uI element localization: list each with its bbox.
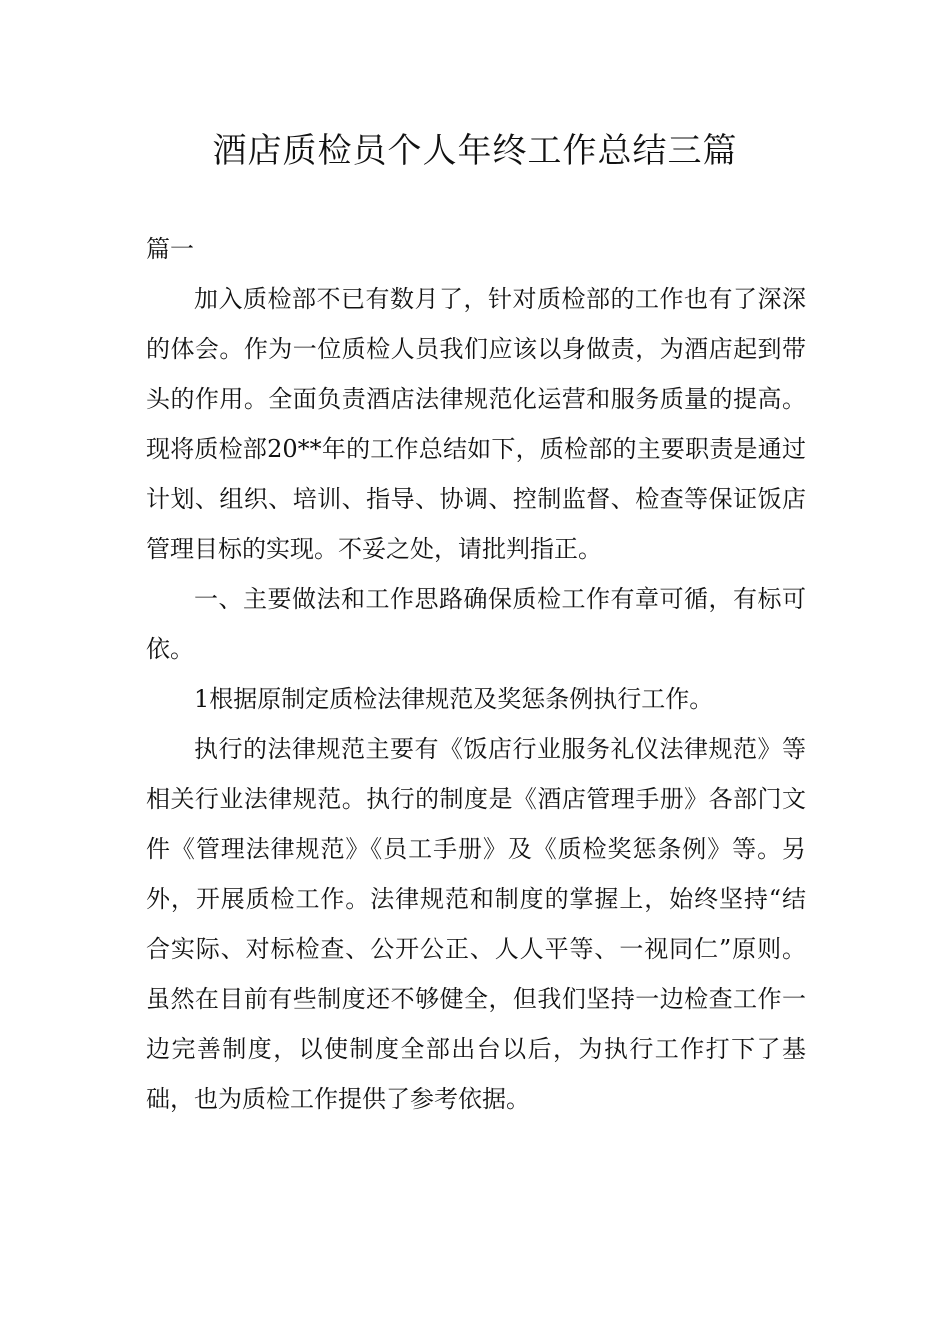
section-label: 篇一 [146,235,194,263]
paragraph-intro: 加入质检部不已有数月了，针对质检部的工作也有了深深的体会。作为一位质检人员我们应该以身做责，为酒店起到带头的作用。全面负责酒店法律规范化运营和服务质量的提高。现将质检部20**年的工作总结如下，质检部的主要职责是通过计划、组织、培训、指导、协调、控制监督、检查等保证饭店管理目标的实现。不妥之处，请批判指正。 [146,285,806,563]
paragraph-item-one: 1根据原制定质检法律规范及奖惩条例执行工作。 [194,685,714,713]
document-title: 酒店质检员个人年终工作总结三篇 [212,131,738,171]
paragraph-regulations: 执行的法律规范主要有《饭店行业服务礼仪法律规范》等相关行业法律规范。执行的制度是《酒店管理手册》各部门文件《管理法律规范》《员工手册》及《质检奖惩条例》等。另外，开展质检工作。法律规范和制度的掌握上，始终坚持“结合实际、对标检查、公开公正、人人平等、一视同仁”原则。虽然在目前有些制度还不够健全，但我们坚持一边检查工作一边完善制度，以使制度全部出台以后，为执行工作打下了基础，也为质检工作提供了参考依据。 [146,735,806,1113]
document-body [146,274,806,1124]
paragraph-heading-one: 一、主要做法和工作思路确保质检工作有章可循，有标可依。 [146,585,806,663]
